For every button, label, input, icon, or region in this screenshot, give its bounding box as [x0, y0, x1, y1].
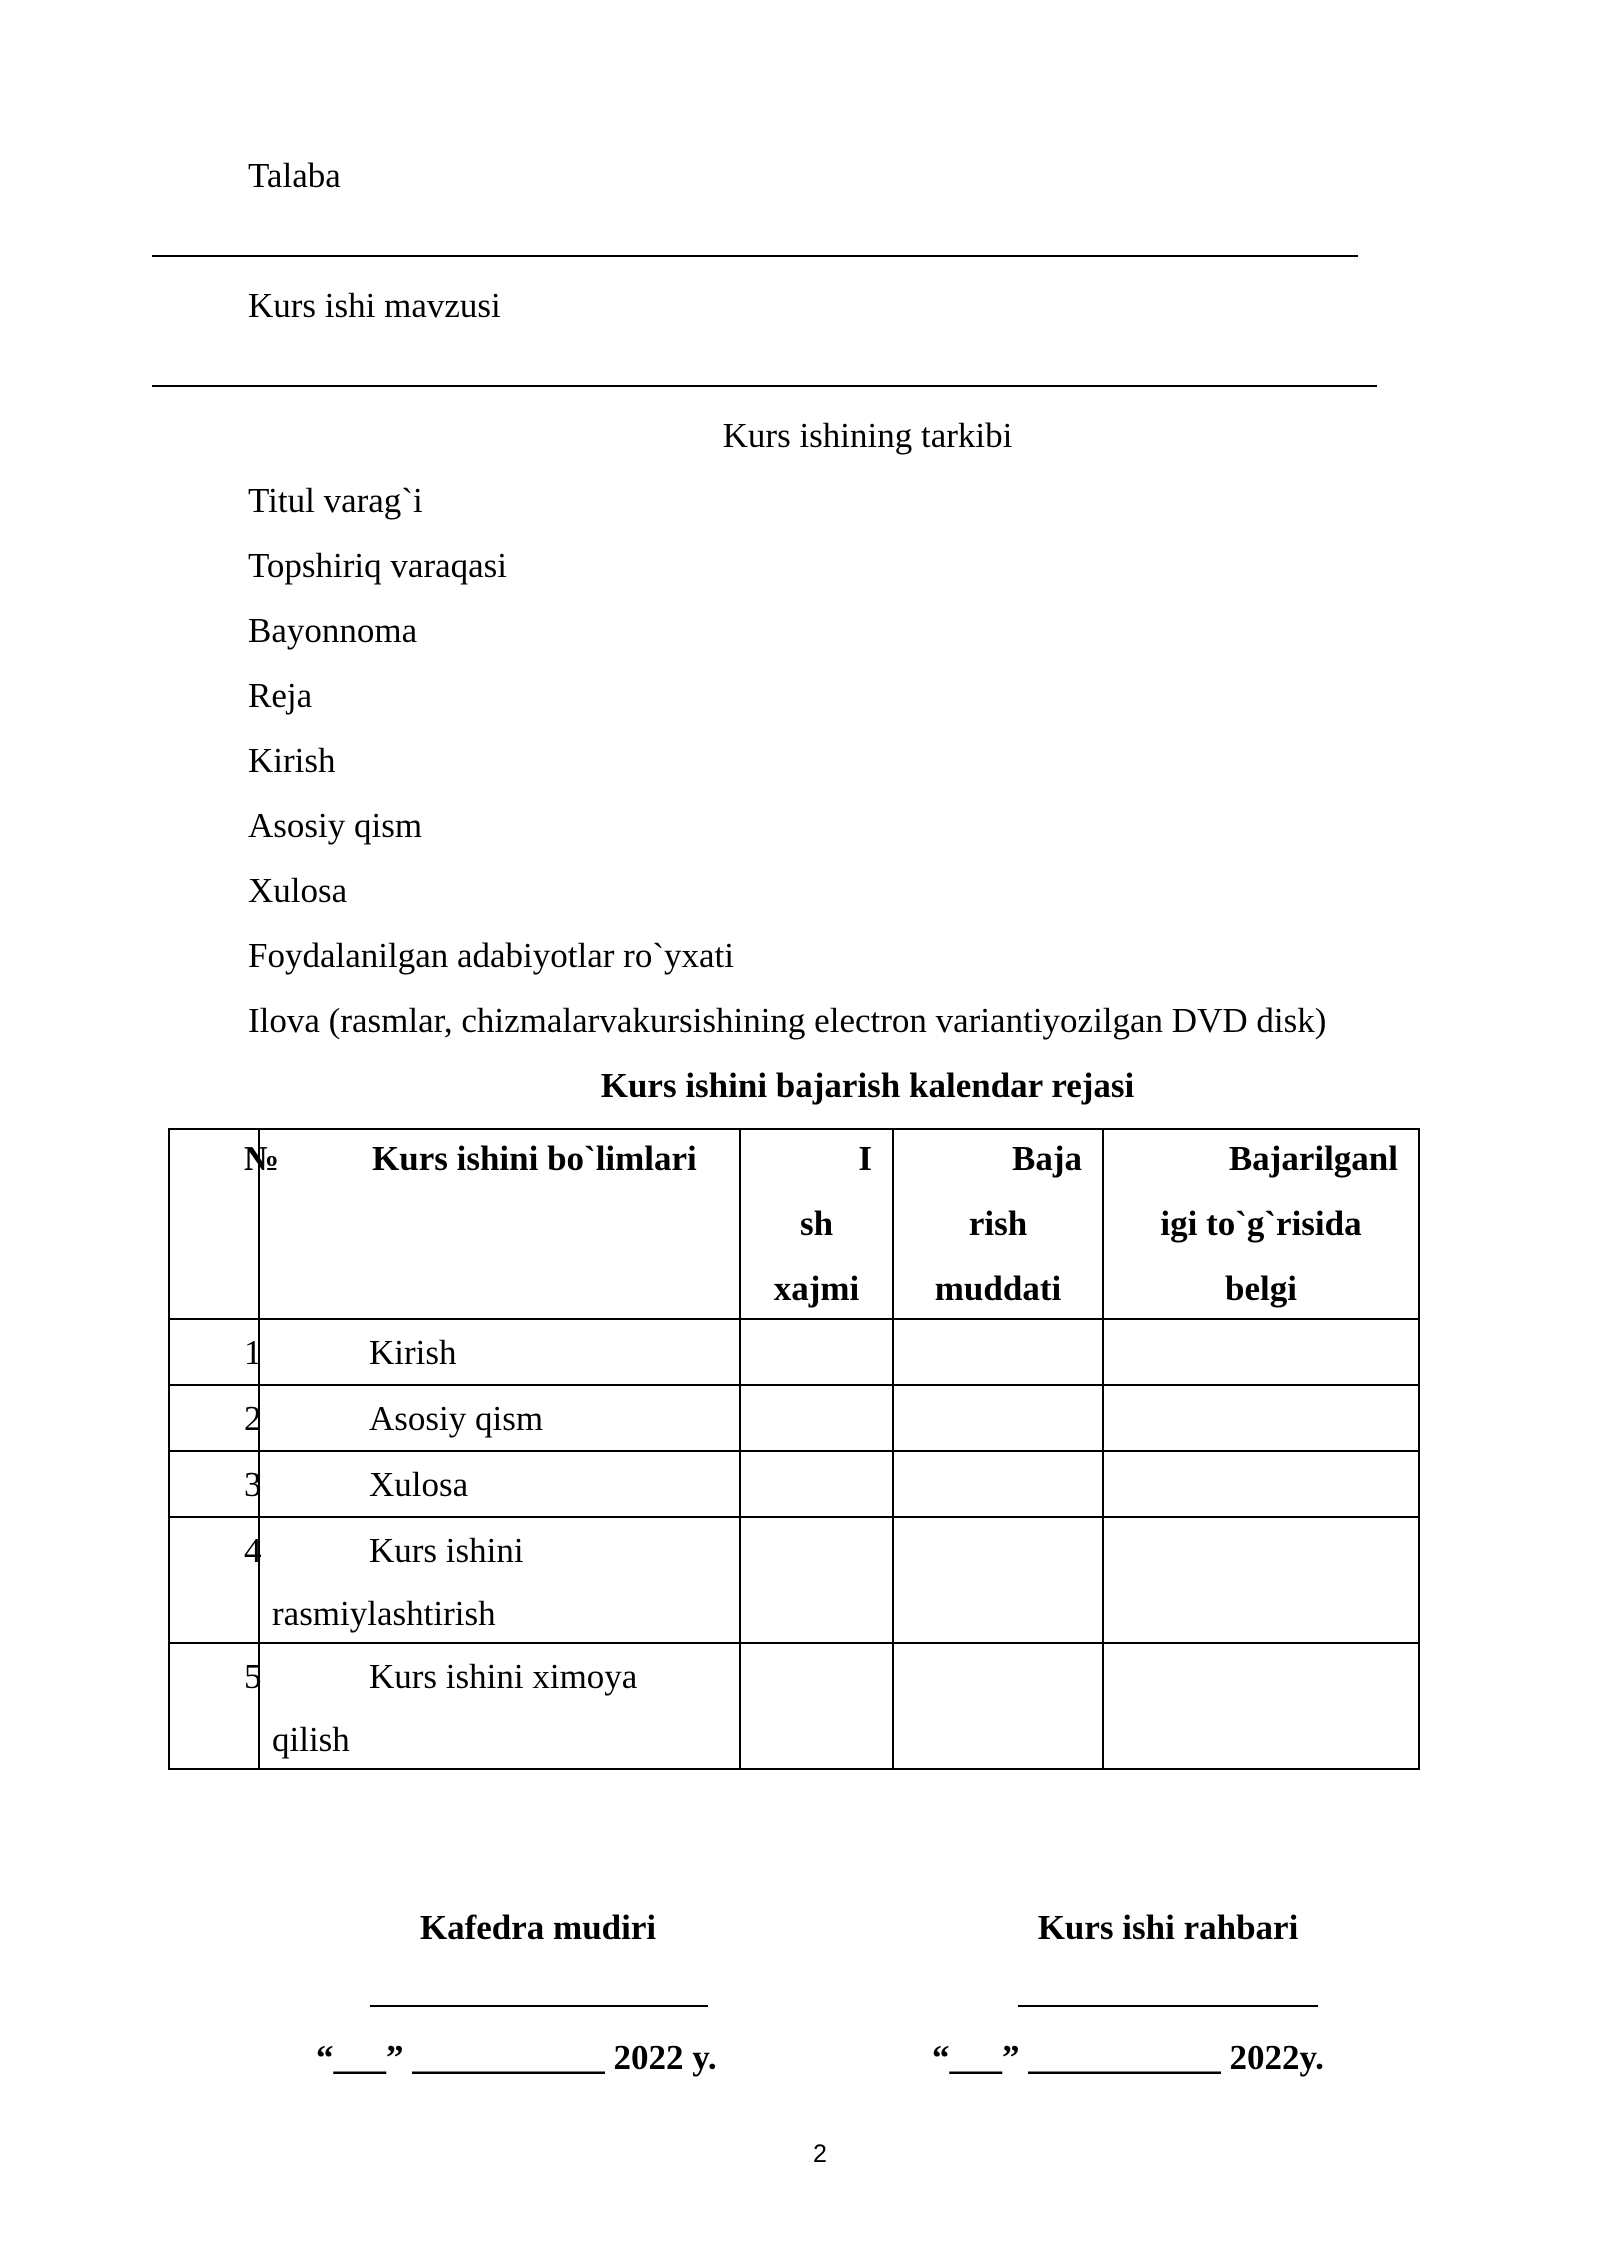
row-section: Kurs ishini: [369, 1531, 524, 1570]
row-section: Asosiy qism: [369, 1399, 544, 1438]
header-sections: Kurs ishini bo`limlari: [372, 1139, 697, 1178]
row-section: Xulosa: [369, 1465, 469, 1504]
header-number: №: [244, 1139, 280, 1178]
supervisor-title: Kurs ishi rahbari: [1037, 1908, 1299, 1947]
contents-item-main-part: Asosiy qism: [248, 806, 423, 845]
topic-label: Kurs ishi mavzusi: [248, 286, 501, 325]
row-number: 3: [244, 1465, 262, 1504]
header-completion-line2: igi to`g`risida: [1160, 1204, 1362, 1243]
page-number: 2: [813, 2140, 827, 2168]
table-border-bottom: [168, 1768, 1420, 1770]
contents-item-plan: Reja: [248, 676, 313, 715]
supervisor-date: “___” ___________ 2022y.: [932, 2038, 1324, 2077]
department-head-signature-line: [370, 2005, 708, 2007]
contents-item-title-page: Titul varag`i: [248, 481, 423, 520]
department-head-date: “___” ___________ 2022 y.: [316, 2038, 717, 2077]
contents-item-references: Foydalanilgan adabiyotlar ro`yxati: [248, 936, 734, 975]
contents-item-appendix: Ilova (rasmlar, chizmalarvakursishining electron variantiyozilgan DVD disk): [248, 1001, 1327, 1040]
topic-underline: [152, 385, 1377, 387]
contents-title: Kurs ishining tarkibi: [722, 416, 1013, 455]
calendar-title: Kurs ishini bajarish kalendar rejasi: [600, 1066, 1135, 1105]
row-number: 2: [244, 1399, 262, 1438]
contents-item-conclusion: Xulosa: [248, 871, 348, 910]
student-label: Talaba: [248, 156, 341, 195]
header-deadline-line3: muddati: [934, 1269, 1062, 1308]
row-section: Kirish: [369, 1333, 457, 1372]
table-rule: [168, 1450, 1420, 1452]
contents-item-introduction: Kirish: [248, 741, 336, 780]
table-rule: [168, 1516, 1420, 1518]
header-completion-line1: Bajarilganl: [1228, 1139, 1398, 1178]
contents-item-assignment-sheet: Topshiriq varaqasi: [248, 546, 508, 585]
header-volume-line2: sh: [799, 1204, 834, 1243]
header-volume-line1: I: [858, 1139, 872, 1178]
supervisor-signature-line: [1018, 2005, 1318, 2007]
row-section-continued: qilish: [272, 1720, 350, 1759]
row-section: Kurs ishini ximoya: [369, 1657, 638, 1696]
student-underline: [152, 255, 1358, 257]
schedule-table: [168, 1128, 1420, 1770]
contents-item-report: Bayonnoma: [248, 611, 418, 650]
row-number: 5: [244, 1657, 262, 1696]
table-rule: [168, 1384, 1420, 1386]
header-completion-line3: belgi: [1225, 1269, 1297, 1308]
department-head-title: Kafedra mudiri: [419, 1908, 657, 1947]
row-number: 1: [244, 1333, 262, 1372]
header-volume-line3: xajmi: [773, 1269, 860, 1308]
row-section-continued: rasmiylashtirish: [272, 1594, 496, 1633]
header-deadline-line2: rish: [968, 1204, 1028, 1243]
row-number: 4: [244, 1531, 262, 1570]
header-deadline-line1: Baja: [1012, 1139, 1082, 1178]
table-border-left: [168, 1128, 170, 1770]
table-border-right: [1418, 1128, 1420, 1770]
